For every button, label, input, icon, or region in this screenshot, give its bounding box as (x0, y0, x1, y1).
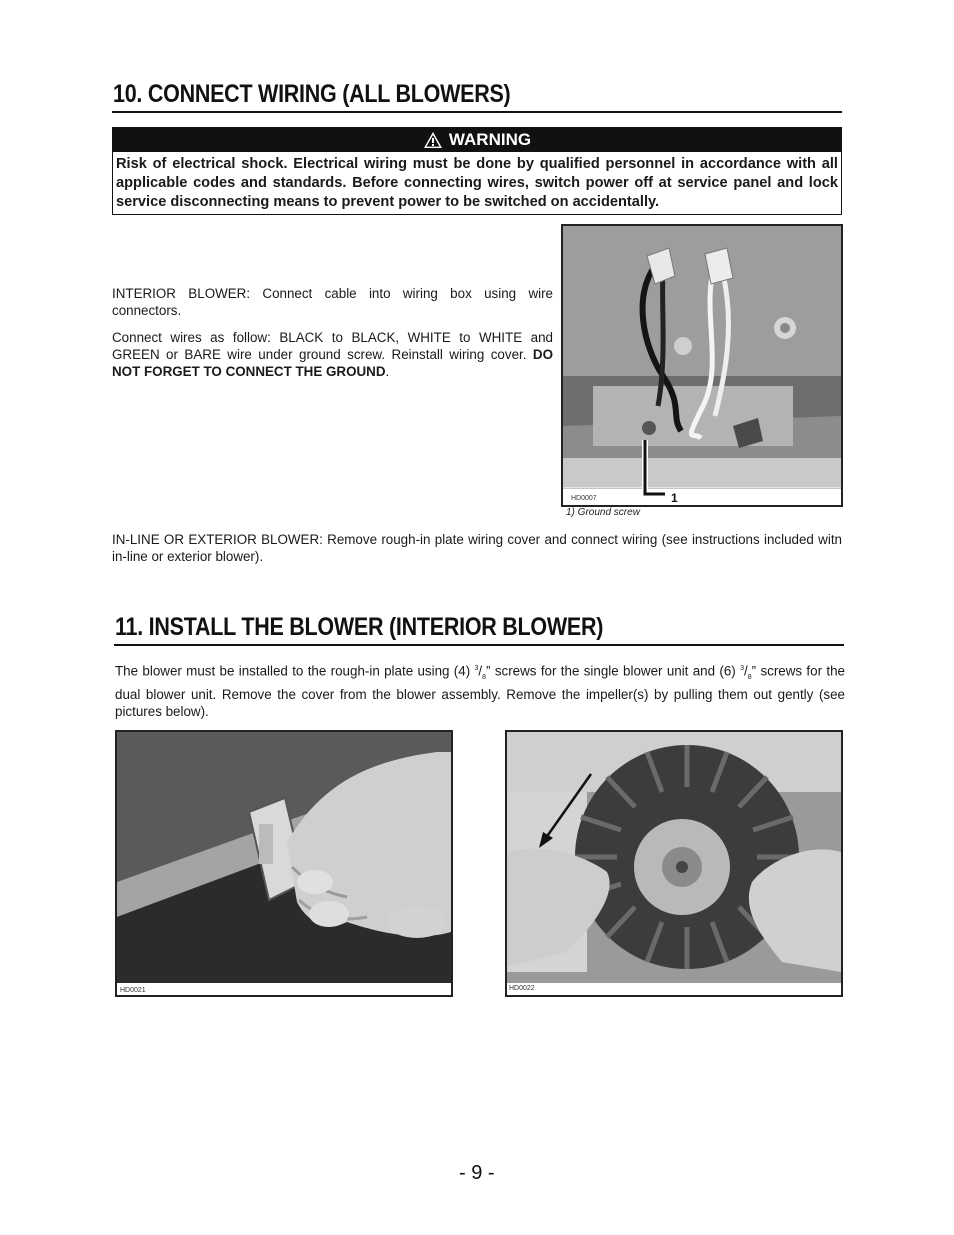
section-10-title: 10. CONNECT WIRING (ALL BLOWERS) (113, 80, 511, 108)
fraction-1-numerator: 3 (474, 665, 479, 672)
photo-code-hd0007: HD0007 (571, 495, 597, 502)
page-number: - 9 - (459, 1162, 495, 1184)
interior-instructions (112, 285, 553, 390)
connect-wires-text: Connect wires as follow: BLACK to BLACK, WHITE to WHITE and GREEN or BARE wire under ground screw. Reinstall wiring cover. (112, 330, 553, 362)
install-blower-paragraph: The blower must be installed to the rough-in plate using (4) $^3/_8$” screws for the single blower unit and (6) $^3/_8$” screws for the dual blower unit. Remove the cover from the blower assembly. Remove the impeller(s) by pulling them out gently (see pictures below). (115, 663, 846, 720)
warning-text: Risk of electrical shock. Electrical wiring must be done by qualified personnel in accordance with all applicable codes and standards. Before connecting wires, switch power off at service panel and lock service disconnecting means to prevent power to be switched on accidentally. (116, 156, 838, 210)
install-text-c: ” screws for the dual blower unit. Remove the cover from the blower assembly. Remove the impeller(s) by pulling them out gently (see pictures below). (115, 663, 846, 720)
clip-photo (115, 730, 453, 997)
warning-triangle-icon (423, 131, 443, 149)
photo-code-hd0022: HD0022 (509, 985, 535, 992)
ground-screw-callout-number: 1 (671, 491, 678, 505)
section-10-rule (112, 111, 842, 113)
section-11-rule (114, 644, 844, 646)
install-text-b: ” screws for the single blower unit and (6) (486, 663, 741, 679)
wiring-photo-image (563, 226, 841, 505)
photo-code-hd0021: HD0021 (120, 987, 146, 994)
ground-warning-bold: DO NOT FORGET TO CONNECT THE GROUND (112, 347, 553, 379)
install-text-a: The blower must be installed to the rough-in plate using (4) (115, 663, 475, 679)
ground-screw-caption: 1) Ground screw (566, 507, 640, 518)
interior-blower-paragraph: INTERIOR BLOWER: Connect cable into wiring box using wire connectors. (112, 286, 553, 318)
connect-wires-paragraph (112, 329, 553, 380)
clip-photo-image (117, 732, 451, 995)
warning-header (113, 128, 841, 152)
impeller-photo (505, 730, 843, 997)
wiring-photo (561, 224, 843, 507)
warning-box (112, 127, 842, 215)
inline-exterior-paragraph: IN-LINE OR EXTERIOR BLOWER: Remove rough-in plate wiring cover and connect wiring (see instructions included witn in-line or exterior blower). (112, 532, 842, 564)
impeller-photo-image (507, 732, 841, 995)
fraction-2-denominator: 8 (747, 674, 752, 682)
fraction-2-numerator: 3 (740, 665, 745, 672)
section-11-title: 11. INSTALL THE BLOWER (INTERIOR BLOWER) (115, 613, 604, 641)
warning-label: WARNING (448, 130, 532, 149)
connect-wires-end: . (385, 364, 390, 379)
fraction-1-denominator: 8 (482, 674, 487, 682)
